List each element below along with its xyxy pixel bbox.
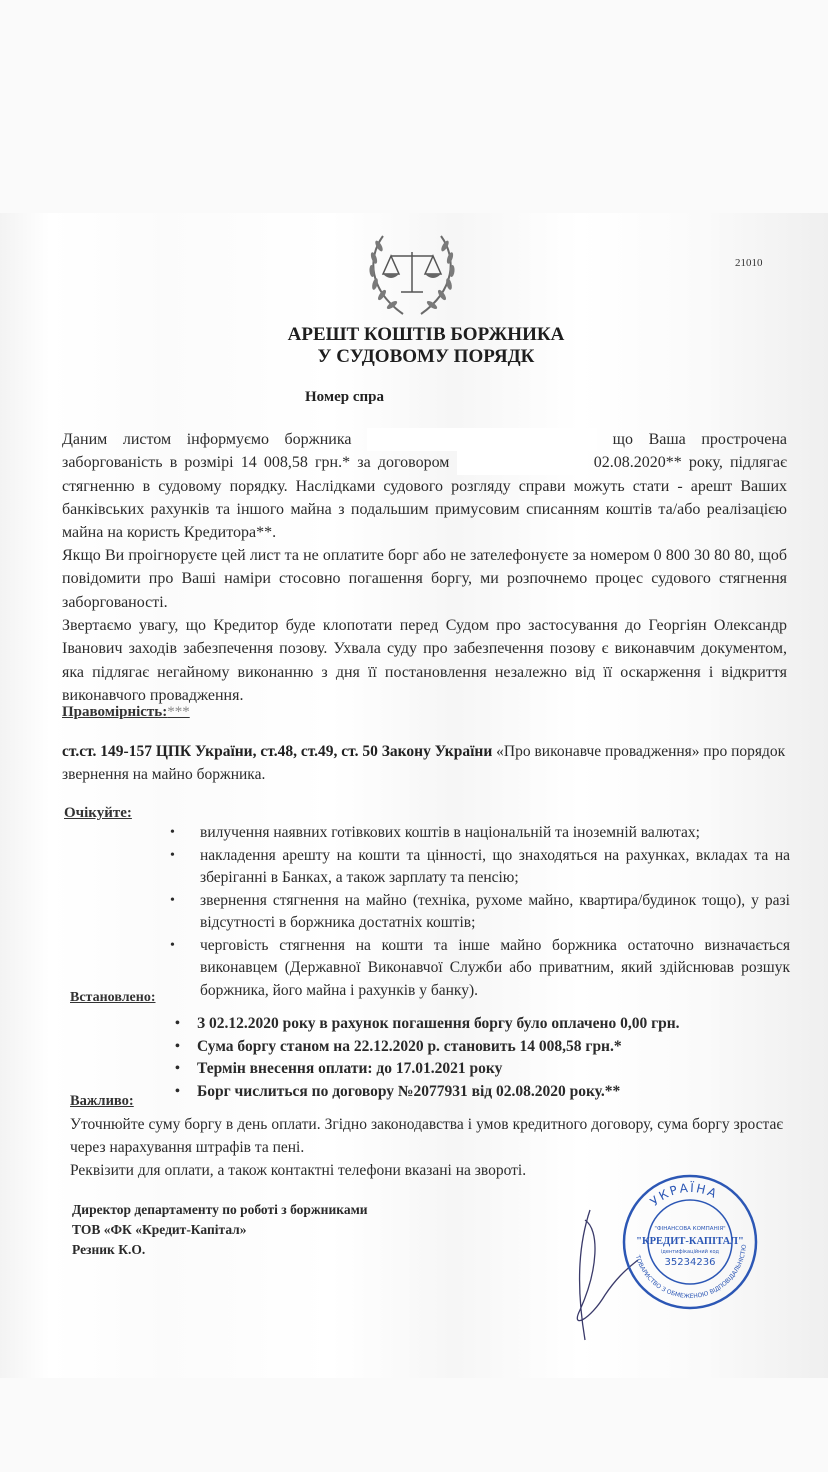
legal-heading-stars: *** [167,704,190,720]
list-item: • Борг числиться по договору №2077931 від 02.08.2020 року.** [175,1081,795,1104]
redacted-contract-number [457,451,587,474]
important-line-2: Реквізити для оплати, а також контактні телефони вказані на звороті. [70,1162,527,1179]
list-item: • черговість стягнення на кошти та інше майно боржника остаточно визначається виконавцем (Державної Виконавчої Служби або приватним, який здійснював розшук боржника, його майна і рахунків у банку). [170,935,790,1003]
signatory-block [72,1200,368,1260]
established-list [175,1013,795,1103]
document-title-line-1: АРЕШТ КОШТІВ БОРЖНИКА [287,324,565,345]
notice-part-2: що Ваша прострочена заборгованість в розмірі 14 008,58 грн.* за договором [62,431,788,472]
stamp-code: 35234236 [664,1257,716,1268]
list-item: • Термін внесення оплати: до 17.01.2021 року [175,1058,795,1081]
legal-basis-text [62,740,802,786]
list-item: • З 02.12.2020 року в рахунок погашення боргу було оплачено 0,00 грн. [175,1013,795,1036]
redacted-debtor-name [367,428,597,451]
stamp-ring-text: ТОВАРИСТВО З ОБМЕЖЕНОЮ ВІДПОВІДАЛЬНІСТЮ [633,1244,749,1301]
paragraph-court-measures: Звертаємо увагу, що Кредитор буде клопотати перед Судом про застосування до Георгіян Олександр Іванович заходів забезпечення позову. Ухвала суду про забезпечення позову є виконавчим документом, яка підлягає негайному виконанню з дня її постановлення незалежно від її оскарження і відкриття виконавчого провадження. [62,617,787,704]
signatory-name: Резник К.О. [72,1242,146,1257]
document-number: 21010 [735,257,763,269]
case-number-label: Номер спра [305,389,384,405]
important-line-1: Уточнюйте суму боргу в день оплати. Згідно законодавства і умов кредитного договору, сума боргу зростає через нарахування штрафів та пені. [70,1116,783,1156]
established-heading: Встановлено: [70,990,156,1005]
list-item: • вилучення наявних готівкових коштів в національній та іноземній валютах; [170,822,790,845]
paragraph-notice [62,428,787,544]
legal-basis-heading [62,704,190,721]
legal-heading-text: Правомірність: [62,704,168,720]
expect-heading: Очікуйте: [64,805,132,821]
stamp-line-3: ідентифікаційний код [660,1249,720,1255]
important-heading: Важливо: [70,1093,134,1109]
stamp-line-2: "КРЕДИТ-КАПІТАЛ" [636,1236,744,1247]
signatory-position: Директор департаменту по роботі з боржниками [72,1202,368,1217]
signatory-company: ТОВ «ФК «Кредит-Капітал» [72,1222,247,1237]
legal-law-name: «Про виконавче провадження» про порядок звернення на майно боржника. [62,743,786,783]
list-item: • Сума боргу станом на 22.12.2020 р. становить 14 008,58 грн.* [175,1036,795,1059]
paragraph-warning: Якщо Ви проігноруєте цей лист та не оплатите борг або не зателефонуєте за номером 0 800 30 80 80, щоб повідомити про Ваші наміри стосовно погашення боргу, ми розпочнемо процес судового стягнення заборгованості. [62,547,787,611]
list-item: • звернення стягнення на майно (техніка, рухоме майно, квартира/будинок тощо), у разі відсутності в боржника достатніх коштів; [170,890,790,935]
company-stamp-icon [620,1172,760,1312]
scales-of-justice-logo-icon [363,228,461,320]
stamp-country: УКРАЇНА [647,1180,721,1209]
stamp-line-1: "ФІНАНСОВА КОМПАНІЯ" [654,1226,726,1232]
notice-part-3: 02.08.2020** року, підлягає стягненню в судовому порядку. Наслідками судового розгляду справи можуть стати - арешт Ваших банківських рахунків та іншого майна з подальшим примусовим списанням коштів та/або реалізацією майна на користь Кредитора**. [62,454,788,542]
document-title-line-2: У СУДОВОМУ ПОРЯДК [317,346,535,367]
legal-articles: ст.ст. 149-157 ЦПК України, ст.48, ст.49, ст. 50 Закону України [62,743,493,760]
notice-part-1: Даним листом інформуємо боржника [62,431,352,448]
list-item: • накладення арешту на кошти та цінності, що знаходяться на рахунках, вкладах та на зберіганні в Банках, а також зарплату та пенсію; [170,845,790,890]
expect-list [170,822,790,1002]
